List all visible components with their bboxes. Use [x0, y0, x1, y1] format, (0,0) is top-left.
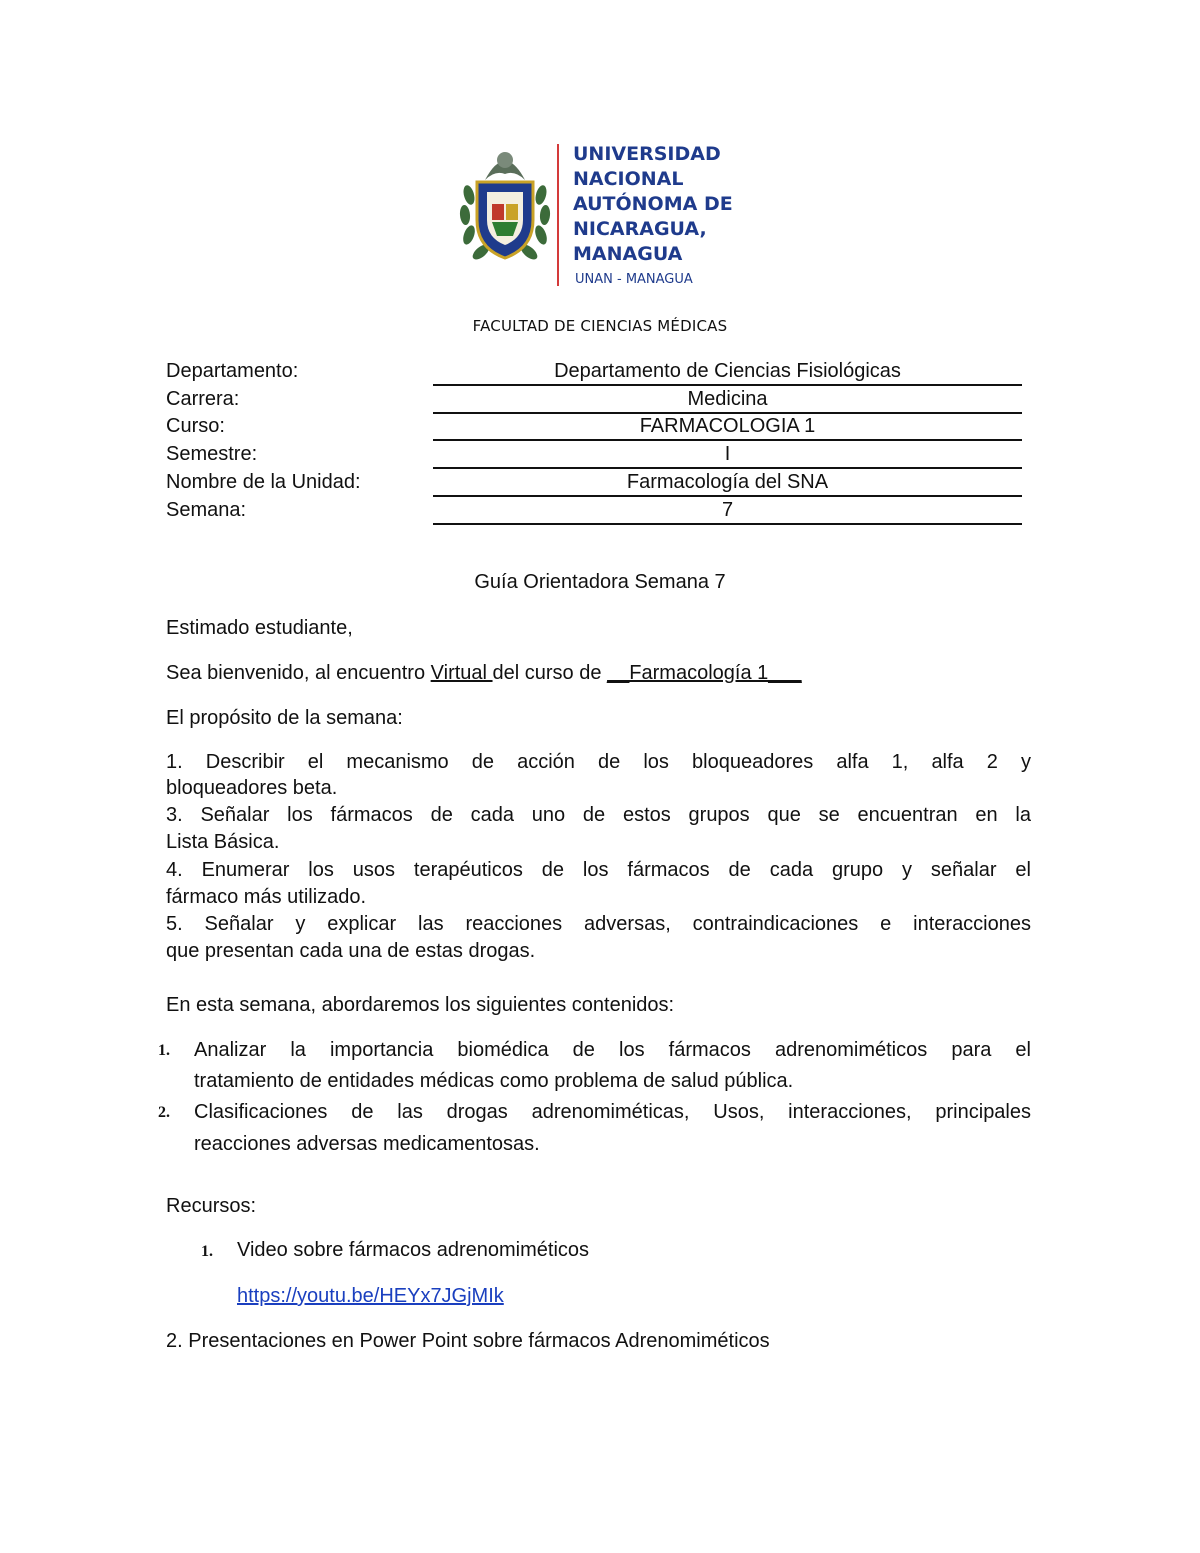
info-value: Farmacología del SNA: [626, 471, 829, 493]
logo-divider: [557, 144, 559, 286]
info-value: FARMACOLOGIA 1: [639, 415, 816, 437]
info-label: Semana:: [166, 499, 247, 521]
university-name: [573, 142, 733, 267]
info-row-departamento: [0, 358, 1200, 386]
university-name-line: NICARAGUA,: [573, 218, 707, 240]
faculty-title: FACULTAD DE CIENCIAS MÉDICAS: [472, 317, 728, 335]
university-name-line: NACIONAL: [573, 168, 684, 190]
info-label: Nombre de la Unidad:: [166, 471, 361, 493]
info-row-semestre: [0, 441, 1200, 469]
purpose-item-line: 3. Señalar los fármacos de cada uno de estos grupos que se encuentran en la: [166, 804, 1031, 826]
info-value: 7: [721, 499, 734, 521]
university-acronym: UNAN - MANAGUA: [575, 272, 693, 287]
info-value: Departamento de Ciencias Fisiológicas: [554, 360, 901, 382]
content-item-line: tratamiento de entidades médicas como problema de salud pública.: [194, 1070, 794, 1092]
purpose-item-line: bloqueadores beta.: [166, 777, 338, 799]
info-label: Curso:: [166, 415, 225, 437]
greeting: Estimado estudiante,: [166, 617, 353, 639]
virtual-text: Virtual: [430, 662, 493, 684]
info-value: Medicina: [687, 388, 768, 410]
content-item-line: Clasificaciones de las drogas adrenomiméticas, Usos, interacciones, principales: [194, 1101, 1031, 1123]
purpose-item-line: Lista Básica.: [166, 831, 280, 853]
university-logo: [455, 140, 765, 290]
welcome-line: [166, 660, 802, 687]
info-label: Carrera:: [166, 388, 240, 410]
purpose-item-line: que presentan cada una de estas drogas.: [166, 940, 536, 962]
university-name-line: MANAGUA: [573, 243, 683, 265]
underline: [433, 523, 1022, 525]
content-item-line: reacciones adversas medicamentosas.: [194, 1133, 540, 1155]
purpose-heading: El propósito de la semana:: [166, 707, 403, 729]
purpose-item-line: 4. Enumerar los usos terapéuticos de los fármacos de cada grupo y señalar el: [166, 859, 1031, 881]
contents-heading: En esta semana, abordaremos los siguientes contenidos:: [166, 994, 675, 1016]
info-row-semana: [0, 497, 1200, 525]
info-value: I: [724, 443, 731, 465]
video-link[interactable]: https://youtu.be/HEYx7JGjMIk: [237, 1285, 504, 1307]
list-number: 2.: [158, 1104, 170, 1121]
content-item-line: Analizar la importancia biomédica de los fármacos adrenomiméticos para el: [194, 1039, 1031, 1061]
guide-title: Guía Orientadora Semana 7: [474, 571, 726, 593]
university-name-line: AUTÓNOMA DE: [573, 193, 733, 215]
resource-video-text: Video sobre fármacos adrenomiméticos: [237, 1239, 590, 1261]
info-label: Semestre:: [166, 443, 258, 465]
info-row-carrera: [0, 386, 1200, 414]
resources-heading: Recursos:: [166, 1195, 257, 1217]
purpose-item-line: 1. Describir el mecanismo de acción de los bloqueadores alfa 1, alfa 2 y: [166, 751, 1031, 773]
list-number: 1.: [158, 1042, 170, 1059]
course-name: __Farmacología 1___: [607, 662, 802, 684]
resource-powerpoint: 2. Presentaciones en Power Point sobre fármacos Adrenomiméticos: [166, 1330, 770, 1352]
info-row-unidad: [0, 469, 1200, 497]
purpose-item-line: fármaco más utilizado.: [166, 886, 367, 908]
info-label: Departamento:: [166, 360, 299, 382]
welcome-text: del curso de: [492, 662, 608, 684]
purpose-item-line: 5. Señalar y explicar las reacciones adversas, contraindicaciones e interacciones: [166, 913, 1031, 935]
university-seal-icon: [455, 140, 555, 268]
list-number: 1.: [201, 1243, 213, 1260]
info-row-curso: [0, 413, 1200, 441]
welcome-text: Sea bienvenido, al encuentro: [166, 662, 431, 684]
university-name-line: UNIVERSIDAD: [573, 143, 721, 165]
